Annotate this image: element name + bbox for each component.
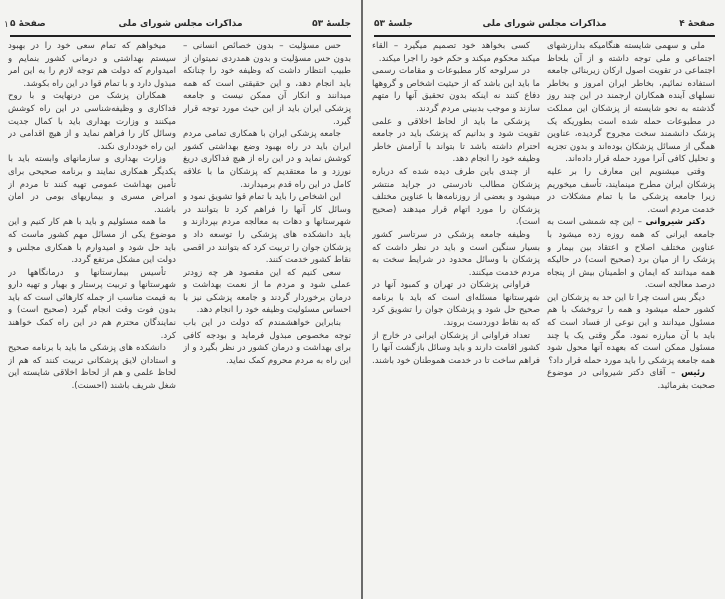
session-number: جلسهٔ ۵۳: [312, 19, 351, 29]
publication-title: مذاکرات مجلس شورای ملی: [482, 19, 607, 29]
paragraph: [547, 40, 715, 166]
paragraph-text: ملی و سهمی شایسته هنگامیکه بدارزشهای اجتماعی و ملی توجه داشته و از آن بلحاظ اجتماعی در تقویت اصول ارکان زیربنائی جامعه استفاده نمائیم، بخاطر ایران امروز و بخاطر نسلهای آینده همکاران ارجمند در این چند روز گذشته به نحو شایسته از پزشکان این مملکت در مطبوعات حمله شده است بطوریکه یک پزشک دانشمند سخت مجروح گردیده، عناوین همگی از مسائل پزشکان بوده‌اند و بدون تجزیه و تحلیل کافی آنرا مورد حمله قرار داده‌اند.: [547, 41, 715, 165]
text-column-left: [8, 40, 176, 592]
paragraph: [183, 317, 351, 367]
paragraph-text: دیگر بس است چرا تا این حد به پزشکان این کشور حمله میشود و همه را تروخشک با هم مسئول میدانند و این نوعی از فساد است که باید با آن مبارزه نمود. مگر وقتی یک یا چند مسئول ممکن است که بعهده آنها محول شود همه جامعه پزشکی را باید مورد حمله قرار داد؟: [547, 292, 715, 366]
paragraph: [372, 166, 540, 229]
text-column-left: [372, 40, 540, 592]
paragraph: [8, 216, 176, 266]
paragraph: [183, 267, 351, 317]
paragraph: [547, 292, 715, 368]
paragraph: [183, 191, 351, 267]
paragraph: [547, 166, 715, 216]
paragraph: [183, 128, 351, 191]
paragraph-text: از چندی باین طرف دیده شده که درباره پزشکان مطالب نادرستی در جراید منتشر میشود و بعضی از روزنامه‌ها با عناوین مختلف پزشکان را مورد اتهام قرار میدهند (صحیح است).: [372, 166, 540, 228]
paragraph-text: میخواهم که تمام سعی خود را در بهبود سیستم بهداشتی و درمانی کشور بنمایم و امیدوارم که دولت هم توجه لازم را به این امر مبذول دارد و با تمام قوا در این راه بکوشد.: [8, 41, 176, 89]
paragraph: [372, 330, 540, 368]
paragraph-text: تعداد فراوانی از پزشکان ایرانی در خارج از کشور اقامت دارند و باید وسائل بازگشت آنها را فراهم ساخت تا در خدمت هموطنان خود باشند.: [372, 330, 540, 366]
publication-title: مذاکرات مجلس شورای ملی: [118, 19, 243, 29]
paragraph: [547, 367, 715, 392]
paragraph-text: وقتی میشنویم این معارف را بر علیه پزشکان ایران مطرح مینمایند، تأسف میخوریم زیرا جامعه پزشکی ما با تمام مشکلات در خدمت مردم است.: [547, 166, 715, 215]
paragraph-text: تأسیس بیمارستانها و درمانگاهها در شهرستانها و تربیت پرستار و بهیار و تهیه دارو به قیمت مناسب از جمله کارهائی است که باید بدون فوت وقت انجام گیرد (صحیح است) و نمایندگان محترم هم در این راه کمک خواهند کرد.: [8, 267, 176, 341]
paragraph: [8, 342, 176, 392]
paragraph: [372, 279, 540, 329]
paragraph-text: در سرلوحه کار مطبوعات و مقامات رسمی ما باید این باشد که از حیثیت اشخاص و گروهها دفاع کنند نه اینکه بدون تحقیق آنها را متهم سازند و موجب بدبینی مردم گردند.: [372, 66, 540, 114]
paragraph-text: وظیفه جامعه پزشکی در سرتاسر کشور بسیار سنگین است و باید در نظر داشت که پزشکان با وسائل محدود در شرایط سخت به مردم خدمت میکنند.: [372, 229, 540, 278]
paragraph-text: حس مسؤلیت – بدون خصائص انسانی – بدون حس مسؤلیت و بدون همدردی نمیتوان از طبیب انتظار داشت که وظیفه خود را چنانکه باید انجام دهد، و این حقیقتی است که همه میدانند و انکار آن ممکن نیست و جامعه پزشکی ایران باید از این حیث مورد توجه قرار گیرد.: [183, 41, 351, 127]
paragraph-text: کسی بخواهد خود تصمیم میگیرد – القاء میکند محکوم میکند و حکم خود را اجرا میکند.: [372, 41, 540, 64]
paragraph: [372, 65, 540, 115]
paragraph: [372, 229, 540, 279]
header-rule: [10, 35, 351, 37]
paragraph: [8, 90, 176, 153]
text-column-right: [547, 40, 715, 592]
paragraph: [183, 40, 351, 128]
paragraph-text: وزارت بهداری و سازمانهای وابسته باید با یکدیگر همکاری نمایند و برنامه صحیحی برای تأمین بهداشت عمومی تهیه کنند تا مردم از امراض مسری و بیماریهای بومی در امان باشند.: [8, 154, 176, 215]
paragraph-text: این اشخاص را باید با تمام قوا تشویق نمود و وسائل کار آنها را فراهم کرد تا بتوانند در شهرستانها و دهات به معالجه مردم بپردازند و باید دانشکده های پزشکی را توسعه داد و پزشکان جوان را تربیت کرد که بتوانند در اقصی نقاط کشور خدمت کنند.: [183, 192, 351, 266]
header-rule: [374, 35, 715, 37]
session-number: جلسهٔ ۵۳: [374, 19, 413, 29]
paragraph-text: پزشکی ما باید از لحاظ اخلاقی و علمی تقویت شود و بدانیم که پزشک باید در جامعه احترام داشته باشد تا بتواند با آرامش خاطر وظیفه خود را انجام دهد.: [372, 116, 540, 165]
paragraph-text: دانشکده های پزشکی ما باید با برنامه صحیح و استادان لایق پزشکانی تربیت کنند که هم از لحاظ علمی و هم از لحاظ اخلاقی شایسته این شغل شریف باشند (احسنت).: [8, 343, 176, 392]
paragraph: [547, 216, 715, 292]
paragraph-text: بنابراین خواهشمندم که دولت در این باب توجه مخصوص مبذول فرماید و بودجه کافی برای بهداشت و درمان کشور در نظر بگیرد و از این راه به مردم محروم کمک نماید.: [183, 318, 351, 366]
paragraph-text: ما همه مسئولیم و باید با هم کار کنیم و این موضوع یکی از مسائل مهم کشور ماست که باید حل شود و امیدوارم با همکاری مجلس و دولت این مشکل مرتفع گردد.: [8, 217, 176, 266]
paragraph: [8, 40, 176, 90]
paragraph-text: فراوانی پزشکان در تهران و کمبود آنها در شهرستانها مسئله‌ای است که باید با برنامه صحیح حل شود و پزشکان جوان را تشویق کرد که به نقاط دوردست بروند.: [372, 280, 540, 329]
page-header: [374, 19, 715, 33]
page-header: [10, 19, 351, 33]
left-page: [0, 0, 361, 599]
page-divider: [361, 0, 363, 599]
paragraph: [372, 116, 540, 166]
speaker-name: رئیس: [681, 368, 706, 379]
paragraph: [8, 153, 176, 216]
paragraph: [8, 267, 176, 343]
page-number: صفحهٔ ۵: [10, 19, 46, 29]
right-page: [364, 0, 725, 599]
margin-number: ۱: [4, 20, 9, 30]
paragraph-text: سعی کنیم که این مقصود هر چه زودتر عملی شود و مردم ما از نعمت بهداشت و درمان برخوردار گردند و جامعه پزشکی نیز با احساس مسئولیت وظیفه خود را انجام دهد.: [183, 267, 351, 316]
paragraph-text: جامعه پزشکی ایران با همکاری تمامی مردم ایران باید در راه بهبود وضع بهداشتی کشور کوشش نماید و در این راه از هیچ فداکاری دریغ نورزد و ما معتقدیم که پزشکان ما با علاقه کامل در این راه قدم برمیدارند.: [183, 129, 351, 190]
paragraph-text: همکاران پزشک من درنهایت و با روح فداکاری و وظیفه‌شناسی در این راه کوشش میکنند و وزارت بهداری باید با کمال جدیت وسائل کار را فراهم نماید و از هیچ اقدامی در این راه خودداری نکند.: [8, 91, 176, 152]
text-column-right: [183, 40, 351, 592]
page-number: صفحهٔ ۴: [679, 19, 715, 29]
speaker-name: دکتر شیروانی: [645, 217, 705, 228]
paragraph: [372, 40, 540, 65]
paragraph-text: – این چه شمشی است به جامعه ایرانی که همه روزه زده میشود با عناوین مختلف اصلاح و اعتقاد بین بیمار و پزشک را از میان برد (صحیح است) در حالیکه همه میدانند که ایمان و اطمینان بیش از پنجاه درصد معالجه است.: [547, 217, 715, 291]
paragraph-text: – آقای دکتر شیروانی در موضوع صحبت بفرمائید.: [547, 368, 715, 392]
